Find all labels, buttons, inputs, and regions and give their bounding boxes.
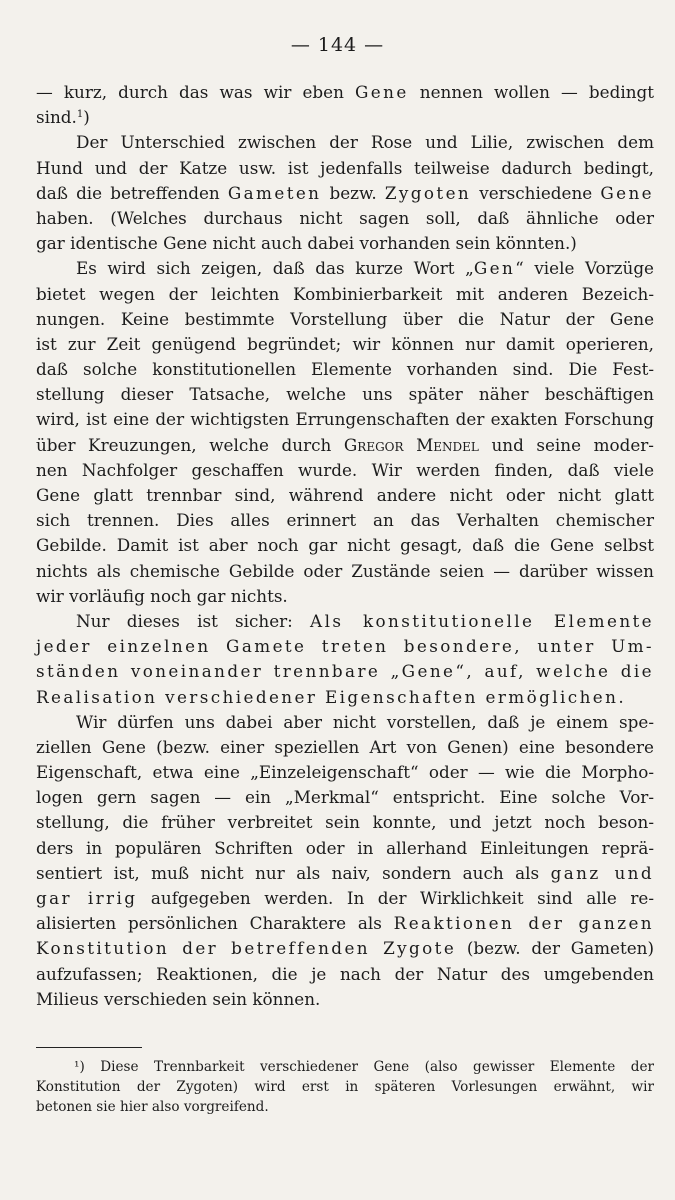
text-line bbox=[36, 483, 654, 508]
text-run: aufgegeben werden. In der Wirklichkeit sind alle re- bbox=[137, 888, 654, 908]
text-run: daß solche konstitutionellen Elemente vorhanden sind. Die Fest- bbox=[36, 359, 654, 380]
spaced-emphasis: Gene bbox=[354, 82, 409, 102]
text-line bbox=[36, 987, 654, 1012]
text-line bbox=[36, 533, 654, 558]
text-run: ) bbox=[83, 107, 90, 128]
text-run: sentiert ist, muß nicht nur als naiv, sondern auch als bbox=[36, 862, 551, 883]
text-run: Es wird sich zeigen, daß das kurze Wort „ bbox=[76, 258, 474, 279]
text-run: ders in populären Schriften oder in allerhand Einleitungen reprä- bbox=[36, 837, 654, 858]
spaced-emphasis: ständen voneinander trennbare „Gene“, auf, welche die bbox=[36, 661, 654, 682]
text-run: nichts als chemische Gebilde oder Zustände seien — darüber wissen bbox=[36, 560, 654, 581]
text-run: wird, ist eine der wichtigsten Errungenschaften der exakten Forschung bbox=[36, 409, 654, 430]
text-line bbox=[36, 785, 654, 810]
text-run: haben. (Welches durchaus nicht sagen soll, daß ähnliche oder bbox=[36, 207, 654, 228]
spaced-emphasis: Als konstitutionelle Elemente bbox=[310, 610, 654, 631]
text-line bbox=[36, 962, 654, 987]
text-line bbox=[36, 861, 654, 886]
text-run: nungen. Keine bestimmte Vorstellung über die Natur der Gene bbox=[36, 308, 654, 329]
footnote-line bbox=[36, 1057, 654, 1077]
footnote-marker[interactable]: 1 bbox=[76, 109, 84, 121]
footnote bbox=[36, 1057, 654, 1117]
text-run: nen Nachfolger geschaffen wurde. Wir werden finden, daß viele bbox=[36, 459, 654, 480]
author-name: Gregor Mendel bbox=[343, 434, 479, 455]
text-line bbox=[36, 256, 654, 281]
text-line bbox=[36, 105, 654, 130]
text-run: stellung, die früher verbreitet sein konnte, und jetzt noch beson- bbox=[36, 812, 654, 833]
text-line bbox=[36, 181, 654, 206]
text-line bbox=[36, 609, 654, 634]
text-line bbox=[36, 911, 654, 936]
footnote-line bbox=[36, 1097, 654, 1117]
text-line bbox=[36, 382, 654, 407]
text-line bbox=[36, 710, 654, 735]
text-run: alisierten persönlichen Charaktere als bbox=[36, 913, 394, 934]
text-run: nennen wollen — bedingt bbox=[408, 82, 654, 102]
text-run: daß die betreffenden bbox=[36, 182, 228, 203]
text-line bbox=[36, 357, 654, 382]
spaced-emphasis: Konstitution der betreffenden Zygote bbox=[36, 938, 457, 959]
text-run: “ viele Vorzüge bbox=[515, 258, 654, 279]
text-line bbox=[36, 735, 654, 760]
footnote-rule bbox=[36, 1047, 142, 1048]
text-run: und seine moder- bbox=[478, 434, 654, 455]
page-number: — 144 — bbox=[290, 34, 385, 56]
text-run: (bezw. der Gameten) bbox=[456, 938, 654, 959]
text-run: ¹) Diese Trennbarkeit verschiedener Gene (also gewisser Elemente der bbox=[74, 1059, 654, 1075]
text-run: — kurz, durch das was wir eben bbox=[36, 82, 355, 102]
text-run: ist zur Zeit genügend begründet; wir können nur damit operieren, bbox=[36, 333, 654, 354]
spaced-emphasis: gar irrig bbox=[36, 888, 138, 908]
text-line bbox=[36, 307, 654, 332]
text-run: stellung dieser Tatsache, welche uns später näher beschäftigen bbox=[36, 384, 654, 405]
spaced-emphasis: Gameten bbox=[227, 182, 322, 203]
text-line bbox=[36, 685, 654, 710]
spaced-emphasis: Realisation verschiedener Eigenschaften ermöglichen. bbox=[36, 686, 627, 707]
text-run: logen gern sagen — ein „Merkmal“ entspricht. Eine solche Vor- bbox=[36, 787, 654, 808]
text-run: sich trennen. Dies alles erinnert an das Verhalten chemischer bbox=[36, 510, 654, 531]
spaced-emphasis: Reaktionen der ganzen bbox=[393, 913, 654, 934]
text-run: Milieus verschieden sein können. bbox=[36, 988, 321, 1009]
text-line bbox=[36, 80, 654, 105]
text-run: Der Unterschied zwischen der Rose und Lilie, zwischen dem bbox=[76, 132, 654, 153]
text-line bbox=[36, 559, 654, 584]
text-run: wir vorläufig noch gar nichts. bbox=[36, 585, 288, 606]
text-line bbox=[36, 433, 654, 458]
text-line bbox=[36, 584, 654, 609]
spaced-emphasis: Zygoten bbox=[384, 182, 472, 203]
text-line bbox=[36, 206, 654, 231]
text-line bbox=[36, 407, 654, 432]
text-line bbox=[36, 836, 654, 861]
text-line bbox=[36, 634, 654, 659]
text-line bbox=[36, 936, 654, 961]
text-run: sind. bbox=[36, 107, 77, 128]
text-run: betonen sie hier also vorgreifend. bbox=[36, 1099, 269, 1115]
text-run: bietet wegen der leichten Kombinierbarkeit mit anderen Bezeich- bbox=[36, 283, 654, 304]
text-line bbox=[36, 458, 654, 483]
text-run: Nur dieses ist sicher: bbox=[76, 610, 311, 631]
text-run: ziellen Gene (bezw. einer speziellen Art von Genen) eine besondere bbox=[36, 736, 654, 757]
text-line bbox=[36, 886, 654, 911]
spaced-emphasis: jeder einzelnen Gamete treten besondere, unter Um- bbox=[36, 636, 654, 657]
text-run: Gene glatt trennbar sind, während andere nicht oder nicht glatt bbox=[36, 485, 654, 505]
body-text bbox=[36, 80, 654, 1012]
text-line bbox=[36, 810, 654, 835]
text-line bbox=[36, 332, 654, 357]
text-run: bezw. bbox=[321, 182, 385, 203]
footnote-line bbox=[36, 1077, 654, 1097]
text-line bbox=[36, 659, 654, 684]
spaced-emphasis: Gene bbox=[600, 182, 654, 203]
text-line bbox=[36, 508, 654, 533]
spaced-emphasis: ganz und bbox=[550, 862, 654, 883]
text-run: Konstitution der Zygoten) wird erst in späteren Vorlesungen erwähnt, wir bbox=[36, 1079, 654, 1095]
text-run: gar identische Gene nicht auch dabei vorhanden sein könnten.) bbox=[36, 233, 577, 254]
text-line bbox=[36, 231, 654, 256]
text-run: Gebilde. Damit ist aber noch gar nicht gesagt, daß die Gene selbst bbox=[36, 535, 654, 556]
text-run: Wir dürfen uns dabei aber nicht vorstellen, daß je einem spe- bbox=[76, 711, 654, 732]
text-line bbox=[36, 156, 654, 181]
text-line bbox=[36, 760, 654, 785]
spaced-emphasis: Gen bbox=[473, 258, 516, 279]
text-line bbox=[36, 130, 654, 155]
text-run: Hund und der Katze usw. ist jedenfalls teilweise dadurch bedingt, bbox=[36, 157, 654, 178]
text-run: über Kreuzungen, welche durch bbox=[36, 434, 344, 455]
text-line bbox=[36, 282, 654, 307]
text-run: aufzufassen; Reaktionen, die je nach der Natur des umgebenden bbox=[36, 963, 654, 984]
text-run: verschiedene bbox=[471, 182, 601, 203]
text-run: Eigenschaft, etwa eine „Einzeleigenschaft“ oder — wie die Morpho- bbox=[36, 762, 654, 783]
